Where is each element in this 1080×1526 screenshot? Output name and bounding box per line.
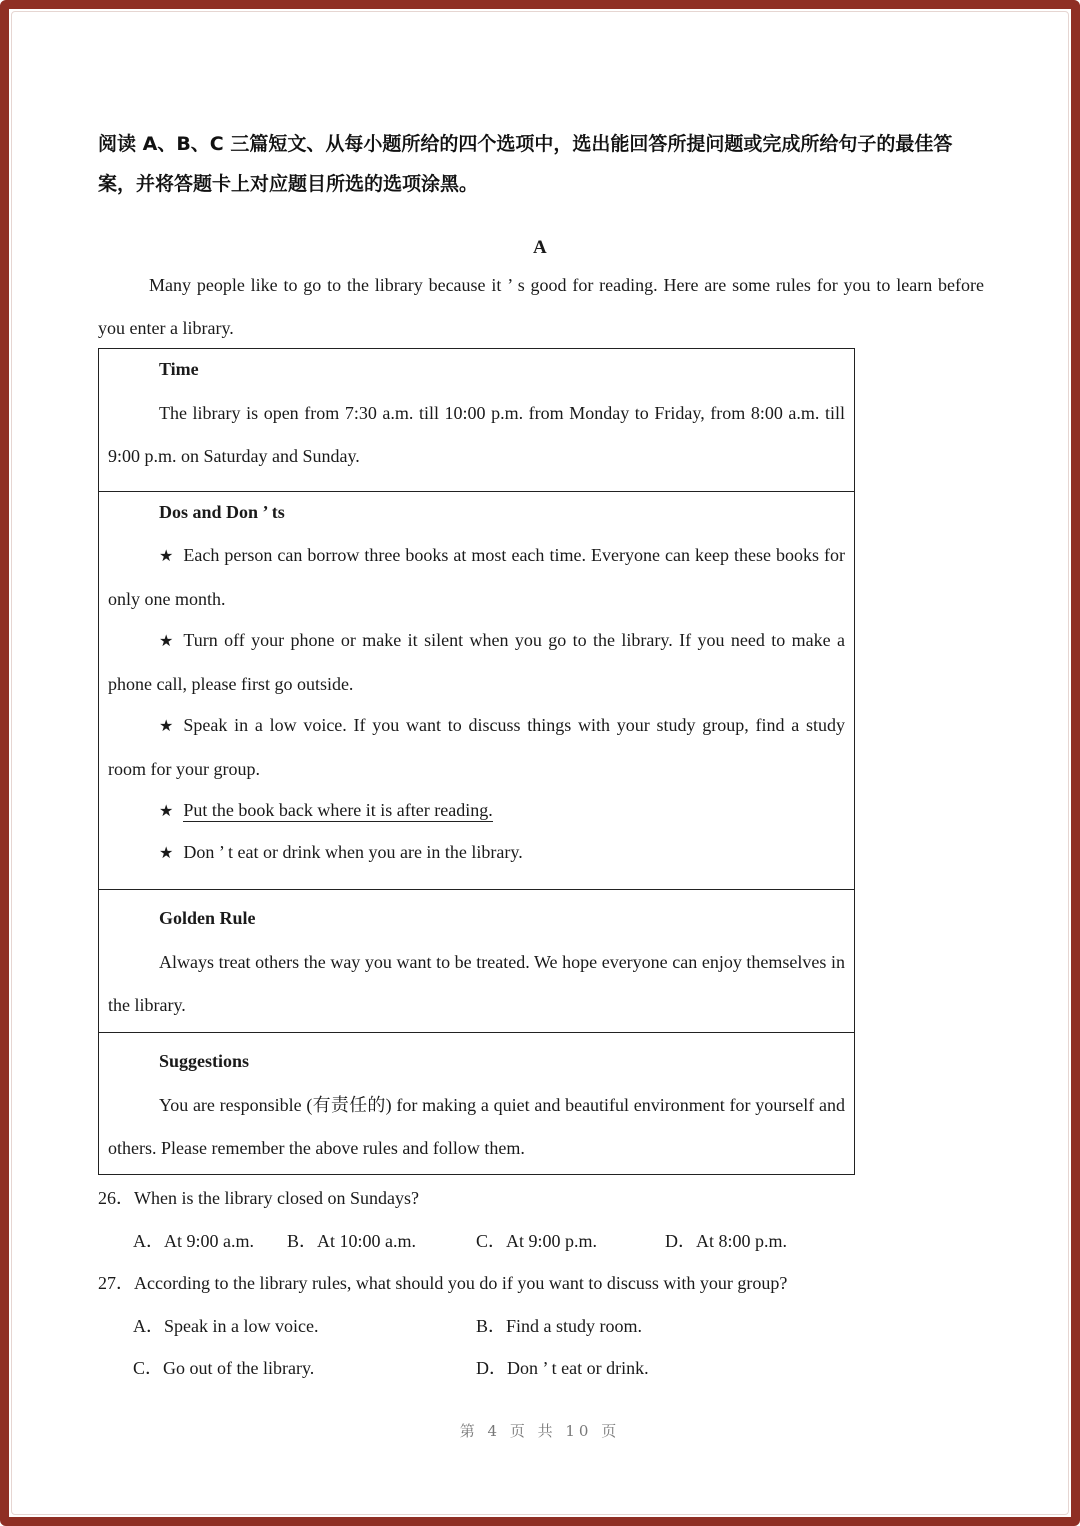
- star-icon: ★: [159, 716, 174, 735]
- star-icon: ★: [159, 546, 174, 565]
- rule-bullet-text: Turn off your phone or make it silent when you go to the library. If you need to make a phone call, please first go outside.: [108, 630, 845, 694]
- question-26-option-a[interactable]: A．At 9:00 a.m.: [133, 1231, 254, 1251]
- rule-bullet: [108, 534, 845, 620]
- question-27-option-c[interactable]: C．Go out of the library.: [133, 1358, 315, 1378]
- rule-heading-golden: Golden Rule: [159, 908, 256, 928]
- star-icon: ★: [159, 843, 174, 862]
- question-26-option-b[interactable]: B．At 10:00 a.m.: [287, 1231, 416, 1251]
- rule-bullet-text-underlined: Put the book back where it is after reading.: [183, 800, 493, 820]
- page-number-footer: 第 4 页 共 10 页: [459, 1422, 621, 1440]
- question-27-stem: 27．According to the library rules, what should you do if you want to discuss with your group?: [98, 1273, 788, 1293]
- rule-bullet: [108, 619, 845, 705]
- rule-heading-suggestions: Suggestions: [159, 1051, 250, 1071]
- rule-heading-dos: Dos and Don ’ ts: [159, 502, 285, 522]
- library-rules-box: [98, 348, 855, 1175]
- reading-instructions: 阅读 A、B、C 三篇短文、从每小题所给的四个选项中，选出能回答所提问题或完成所给句子的最佳答案，并将答题卡上对应题目所选的选项涂黑。: [98, 133, 953, 195]
- rule-section-time: [99, 349, 854, 492]
- rule-bullet-text: Don ’ t eat or drink when you are in the library.: [183, 842, 523, 862]
- section-letter: A: [533, 237, 547, 258]
- rule-bullet: [108, 789, 845, 833]
- question-27-option-b[interactable]: B．Find a study room.: [476, 1316, 643, 1336]
- intro-paragraph: Many people like to go to the library because it ’ s good for reading. Here are some rules for you to learn before you enter a library.: [98, 275, 984, 338]
- rule-body-time: The library is open from 7:30 a.m. till 10:00 p.m. from Monday to Friday, from 8:00 a.m. till 9:00 p.m. on Saturday and Sunday.: [108, 403, 845, 466]
- rule-bullet: [108, 831, 845, 875]
- question-26-option-c[interactable]: C．At 9:00 p.m.: [476, 1231, 598, 1251]
- question-26-option-d[interactable]: D．At 8:00 p.m.: [665, 1231, 788, 1251]
- rule-body-suggestions: You are responsible (有责任的) for making a quiet and beautiful environment for yourself and others. Please remember the above rules and follow them.: [108, 1095, 845, 1158]
- star-icon: ★: [159, 801, 174, 820]
- question-26-stem: 26．When is the library closed on Sundays?: [98, 1188, 419, 1208]
- rule-bullet-text: Speak in a low voice. If you want to discuss things with your study group, find a study room for your group.: [108, 715, 845, 779]
- rule-heading-time: Time: [159, 359, 199, 379]
- rule-bullet: [108, 704, 845, 790]
- star-icon: ★: [159, 631, 174, 650]
- rule-body-golden: Always treat others the way you want to be treated. We hope everyone can enjoy themselves in the library.: [108, 952, 845, 1015]
- rule-bullet-text: Each person can borrow three books at most each time. Everyone can keep these books for only one month.: [108, 545, 845, 609]
- rule-section-golden: [99, 890, 854, 1033]
- rule-section-dos: [99, 492, 854, 890]
- rule-section-suggestions: [99, 1033, 854, 1173]
- question-27-option-a[interactable]: A．Speak in a low voice.: [133, 1316, 319, 1336]
- question-27-option-d[interactable]: D．Don ’ t eat or drink.: [476, 1358, 649, 1378]
